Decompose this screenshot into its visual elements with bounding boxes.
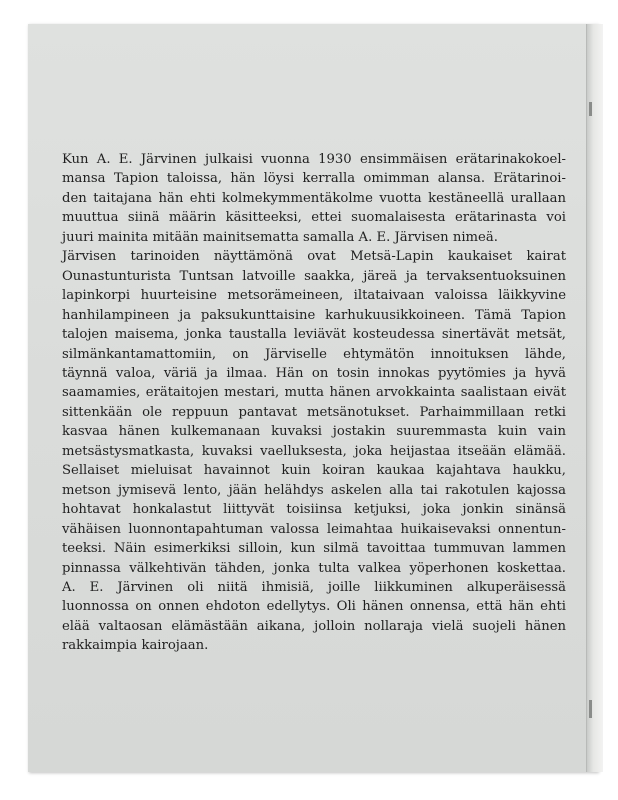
blurb-line: pinnassa välkehtivän tähden, jonka tulta valkea yöperhonen koskettaa. <box>62 560 566 576</box>
blurb-line: lapinkorpi huurteisine metsorämeineen, iltataivaan valoissa läikkyvine <box>62 288 566 304</box>
blurb-line: hanhilampineen ja paksukunttaisine karhukuusikkoineen. Tämä Tapion <box>62 307 566 323</box>
blurb-line: Sellaiset mieluisat havainnot kuin koiran kaukaa kajahtava haukku, <box>62 463 566 479</box>
blurb-line: Järvisen tarinoiden näyttämönä ovat Metsä-Lapin kaukaiset kairat <box>62 249 566 265</box>
blurb-line: talojen maisema, jonka taustalla leviävät kosteudessa sinertävät metsät, <box>62 327 566 343</box>
blurb-line: hohtavat honkalastut liittyvät toisiinsa ketjuksi, joka jonkin sinänsä <box>62 502 566 518</box>
blurb-line: Ounastunturista Tuntsan latvoille saakka, järeä ja tervaksentuoksuinen <box>62 268 566 284</box>
blurb-line: sittenkään ole reppuun pantavat metsänotukset. Parhaimmillaan retki <box>62 404 566 420</box>
blurb-line: metson jymisevä lento, jään helähdys askelen alla tai rakotulen kajossa <box>62 482 566 498</box>
blurb-line: mansa Tapion taloissa, hän löysi kerralla omimman alansa. Erätarinoi- <box>62 171 566 187</box>
spine-mark <box>589 700 592 718</box>
blurb-line: vähäisen luonnontapahtuman valossa leimahtaa huikaisevaksi onnentun- <box>62 521 566 537</box>
blurb-line: Kun A. E. Järvinen julkaisi vuonna 1930 ensimmäisen erätarinakokoel- <box>62 152 566 167</box>
blurb-line: muuttua siinä määrin käsitteeksi, ettei suomalaisesta erätarinasta voi <box>62 210 566 226</box>
back-cover-blurb <box>62 150 566 656</box>
blurb-line: silmänkantamattomiin, on Järviselle ehtymätön innoituksen lähde, <box>62 346 566 362</box>
blurb-line: täynnä valoa, väriä ja ilmaa. Hän on tosin innokas pyytömies ja hyvä <box>62 365 566 381</box>
blurb-line: kasvaa hänen kulkemanaan kuvaksi jostakin suuremmasta kuin vain <box>62 424 566 440</box>
spine-mark <box>589 102 592 116</box>
blurb-line: saamamies, erätaitojen mestari, mutta hänen arvokkainta saalistaan eivät <box>62 385 566 401</box>
blurb-line: A. E. Järvinen oli niitä ihmisiä, joille liikkuminen alkuperäisessä <box>62 579 566 595</box>
blurb-line: elää valtaosan elämästään aikana, jolloin nollaraja vielä suojeli hänen <box>62 618 566 634</box>
blurb-line: den taitajana hän ehti kolmekymmentäkolme vuotta kestäneellä urallaan <box>62 190 566 206</box>
blurb-line: metsästysmatkasta, kuvaksi vaelluksesta, joka heijastaa itseään elämää. <box>62 443 566 459</box>
blurb-line: rakkaimpia kairojaan. <box>62 638 209 654</box>
blurb-line: luonnossa on onnen ehdoton edellytys. Oli hänen onnensa, että hän ehti <box>62 599 566 615</box>
blurb-line: juuri mainita mitään mainitsematta samalla A. E. Järvisen nimeä. <box>62 229 498 245</box>
book-spine <box>586 24 603 772</box>
blurb-line: teeksi. Näin esimerkiksi silloin, kun silmä tavoittaa tummuvan lammen <box>62 541 566 557</box>
